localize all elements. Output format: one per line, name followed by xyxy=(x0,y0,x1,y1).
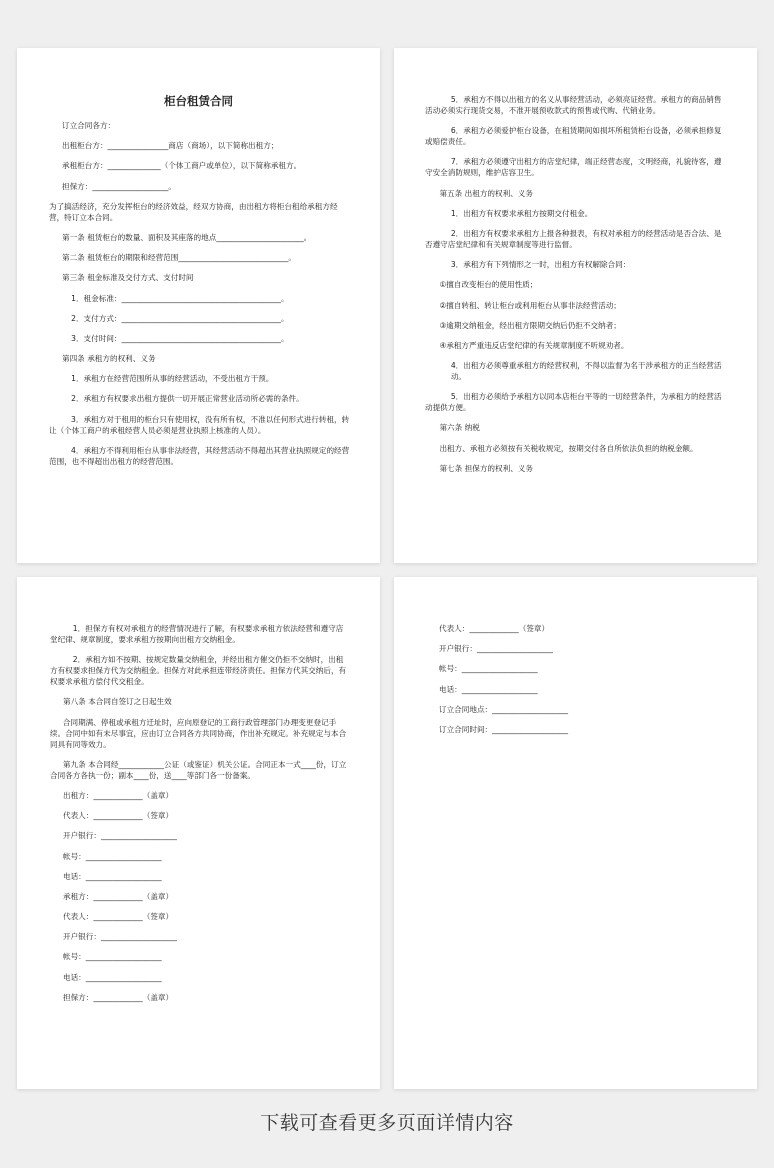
paragraph: 出租方、承租方必须按有关税收规定，按期交付各自所依法负担的纳税金额。 xyxy=(439,443,698,453)
clause-heading: 第三条 租金标准及交付方式、支付时间 xyxy=(62,273,194,283)
paragraph: 担保方：____________________。 xyxy=(62,181,176,191)
paragraph: 4．出租方必须尊重承租方的经营权利，不得以监督为名干涉承租方的正当经营活动。 xyxy=(450,361,722,382)
paragraph: 5．出租方必须给予承租方以同本店柜台平等的一切经营条件，为承租方的经营活动提供方便。 xyxy=(425,392,722,413)
document-page-2 xyxy=(394,48,757,563)
clause-heading: 第二条 租赁柜台的期限和经营范围_____________________________。 xyxy=(62,253,297,263)
paragraph: 订立合同各方： xyxy=(62,121,116,130)
signature-line: 承租方：_____________（盖章） xyxy=(63,891,174,901)
signature-line: 开户银行：____________________ xyxy=(439,644,553,654)
contract-title: 柜台租赁合同 xyxy=(164,94,233,108)
paragraph: 5．承租方不得以出租方的名义从事经营活动，必须亮证经营。承租方的商品销售活动必须实行现货交易，不准开展预收款式的预售或代购、代销业务。 xyxy=(425,95,722,115)
document-page-3 xyxy=(17,577,380,1089)
paragraph: 为了搞活经济，充分发挥柜台的经济效益，经双方协商，由出租方将柜台租给承租方经营，特订立本合同。 xyxy=(49,201,338,222)
paragraph: 3．承租方对于租用的柜台只有使用权，没有所有权，不准以任何形式进行转租，转让（个体工商户的承租经营人员必须是营业执照上核准的人员）。 xyxy=(49,414,350,435)
paragraph: 出租柜台方：________________商店（商场），以下简称出租方； xyxy=(62,141,279,151)
paragraph: ③逾期交纳租金，经出租方限期交纳后仍拒不交纳者； xyxy=(439,320,621,330)
signature-line: 电话：____________________ xyxy=(439,684,538,694)
clause-heading: 第一条 租赁柜台的数量、面积及其座落的地点_______________________。 xyxy=(62,232,312,242)
signature-line: 代表人：_____________（签章） xyxy=(63,811,174,821)
signature-line: 出租方：_____________（盖章） xyxy=(63,790,174,800)
clause-heading: 第八条 本合同自签订之日起生效 xyxy=(63,697,172,707)
signature-line: 开户银行：____________________ xyxy=(63,932,177,942)
paragraph: 1．租金标准：__________________________________________。 xyxy=(71,293,289,303)
paragraph: 第九条 本合同经____________公证（或鉴证）机关公证。合同正本一式____份，订立合同各方各执一份；副本____份，送____等部门各一份备案。 xyxy=(50,759,347,780)
paragraph: 3．承租方有下列情形之一时，出租方有权解除合同： xyxy=(450,260,631,270)
paragraph: ①擅自改变柜台的使用性质； xyxy=(439,280,538,290)
signature-line: 帐号：____________________ xyxy=(63,851,162,861)
paragraph: 6．承租方必须爱护柜台设备，在租赁期间如损坏所租赁柜台设备，必须承担修复或赔偿责任。 xyxy=(425,126,722,147)
signature-line: 代表人：_____________（签章） xyxy=(63,912,174,922)
signature-line: 代表人：_____________（签章） xyxy=(439,624,550,633)
paragraph: 2．支付方式：__________________________________________。 xyxy=(71,313,289,323)
signature-line: 电话：____________________ xyxy=(63,871,162,881)
clause-heading: 第七条 担保方的权利、义务 xyxy=(439,463,533,473)
paragraph: 2．承租方如不按期、按规定数量交纳租金，并经出租方催交仍拒不交纳时，出租方有权要求担保方代为交纳租金。担保方对此承担连带经济责任。担保方代其交纳后，有权要求承租方偿付代交租金。 xyxy=(50,655,347,687)
clause-heading: 第六条 纳税 xyxy=(439,423,480,433)
paragraph: 3．支付时间：__________________________________________。 xyxy=(71,333,289,343)
paragraph: 合同期满、停租或承租方迁址时，应向原登记的工商行政管理部门办理变更登记手续。合同中如有未尽事宜，应由订立合同各方共同协商，作出补充规定。补充规定与本合同具有同等效力。 xyxy=(50,717,347,749)
paragraph: 4．承租方不得利用柜台从事非法经营，其经营活动不得超出其营业执照规定的经营范围，也不得超出出租方的经营范围。 xyxy=(49,445,350,466)
paragraph: ④承租方严重违反店堂纪律的有关规章制度不听规劝者。 xyxy=(439,340,629,350)
paragraph: 承租柜台方：______________（个体工商户或单位），以下简称承租方。 xyxy=(62,161,302,171)
signature-line: 订立合同时间：____________________ xyxy=(439,724,569,734)
paragraph: 7．承租方必须遵守出租方的店堂纪律，端正经营态度，文明经商，礼貌待客，遵守安全消防规则，维护店容卫生。 xyxy=(425,157,722,178)
document-page-1 xyxy=(17,48,380,563)
paragraph: 1．承租方在经营范围所从事的经营活动，不受出租方干预。 xyxy=(71,374,274,384)
signature-line: 担保方：_____________（盖章） xyxy=(63,992,174,1002)
paragraph: 1．出租方有权要求承租方按期交付租金。 xyxy=(450,208,593,218)
paragraph: 2．出租方有权要求承租方上报各种报表，有权对承租方的经营活动是否合法、是否遵守店堂纪律和有关规章制度等进行监督。 xyxy=(425,228,722,249)
more-pages-caption: 下载可查看更多页面详情内容 xyxy=(260,1112,514,1134)
signature-line: 开户银行：____________________ xyxy=(63,831,177,841)
paragraph: ②擅自转租、转让柜台或利用柜台从事非法经营活动； xyxy=(439,300,621,310)
clause-heading: 第四条 承租方的权利、义务 xyxy=(62,354,156,364)
signature-line: 帐号：____________________ xyxy=(63,952,162,962)
paragraph: 2．承租方有权要求出租方提供一切开展正常营业活动所必需的条件。 xyxy=(71,394,304,404)
document-page-4 xyxy=(394,577,757,1089)
paragraph: 1．担保方有权对承租方的经营情况进行了解，有权要求承租方依法经营和遵守店堂纪律、规章制度，要求承租方按期向出租方交纳租金。 xyxy=(50,624,344,644)
signature-line: 订立合同地点：____________________ xyxy=(439,704,569,714)
signature-line: 帐号：____________________ xyxy=(439,664,538,674)
signature-line: 电话：____________________ xyxy=(63,972,162,982)
clause-heading: 第五条 出租方的权利、义务 xyxy=(439,188,533,198)
